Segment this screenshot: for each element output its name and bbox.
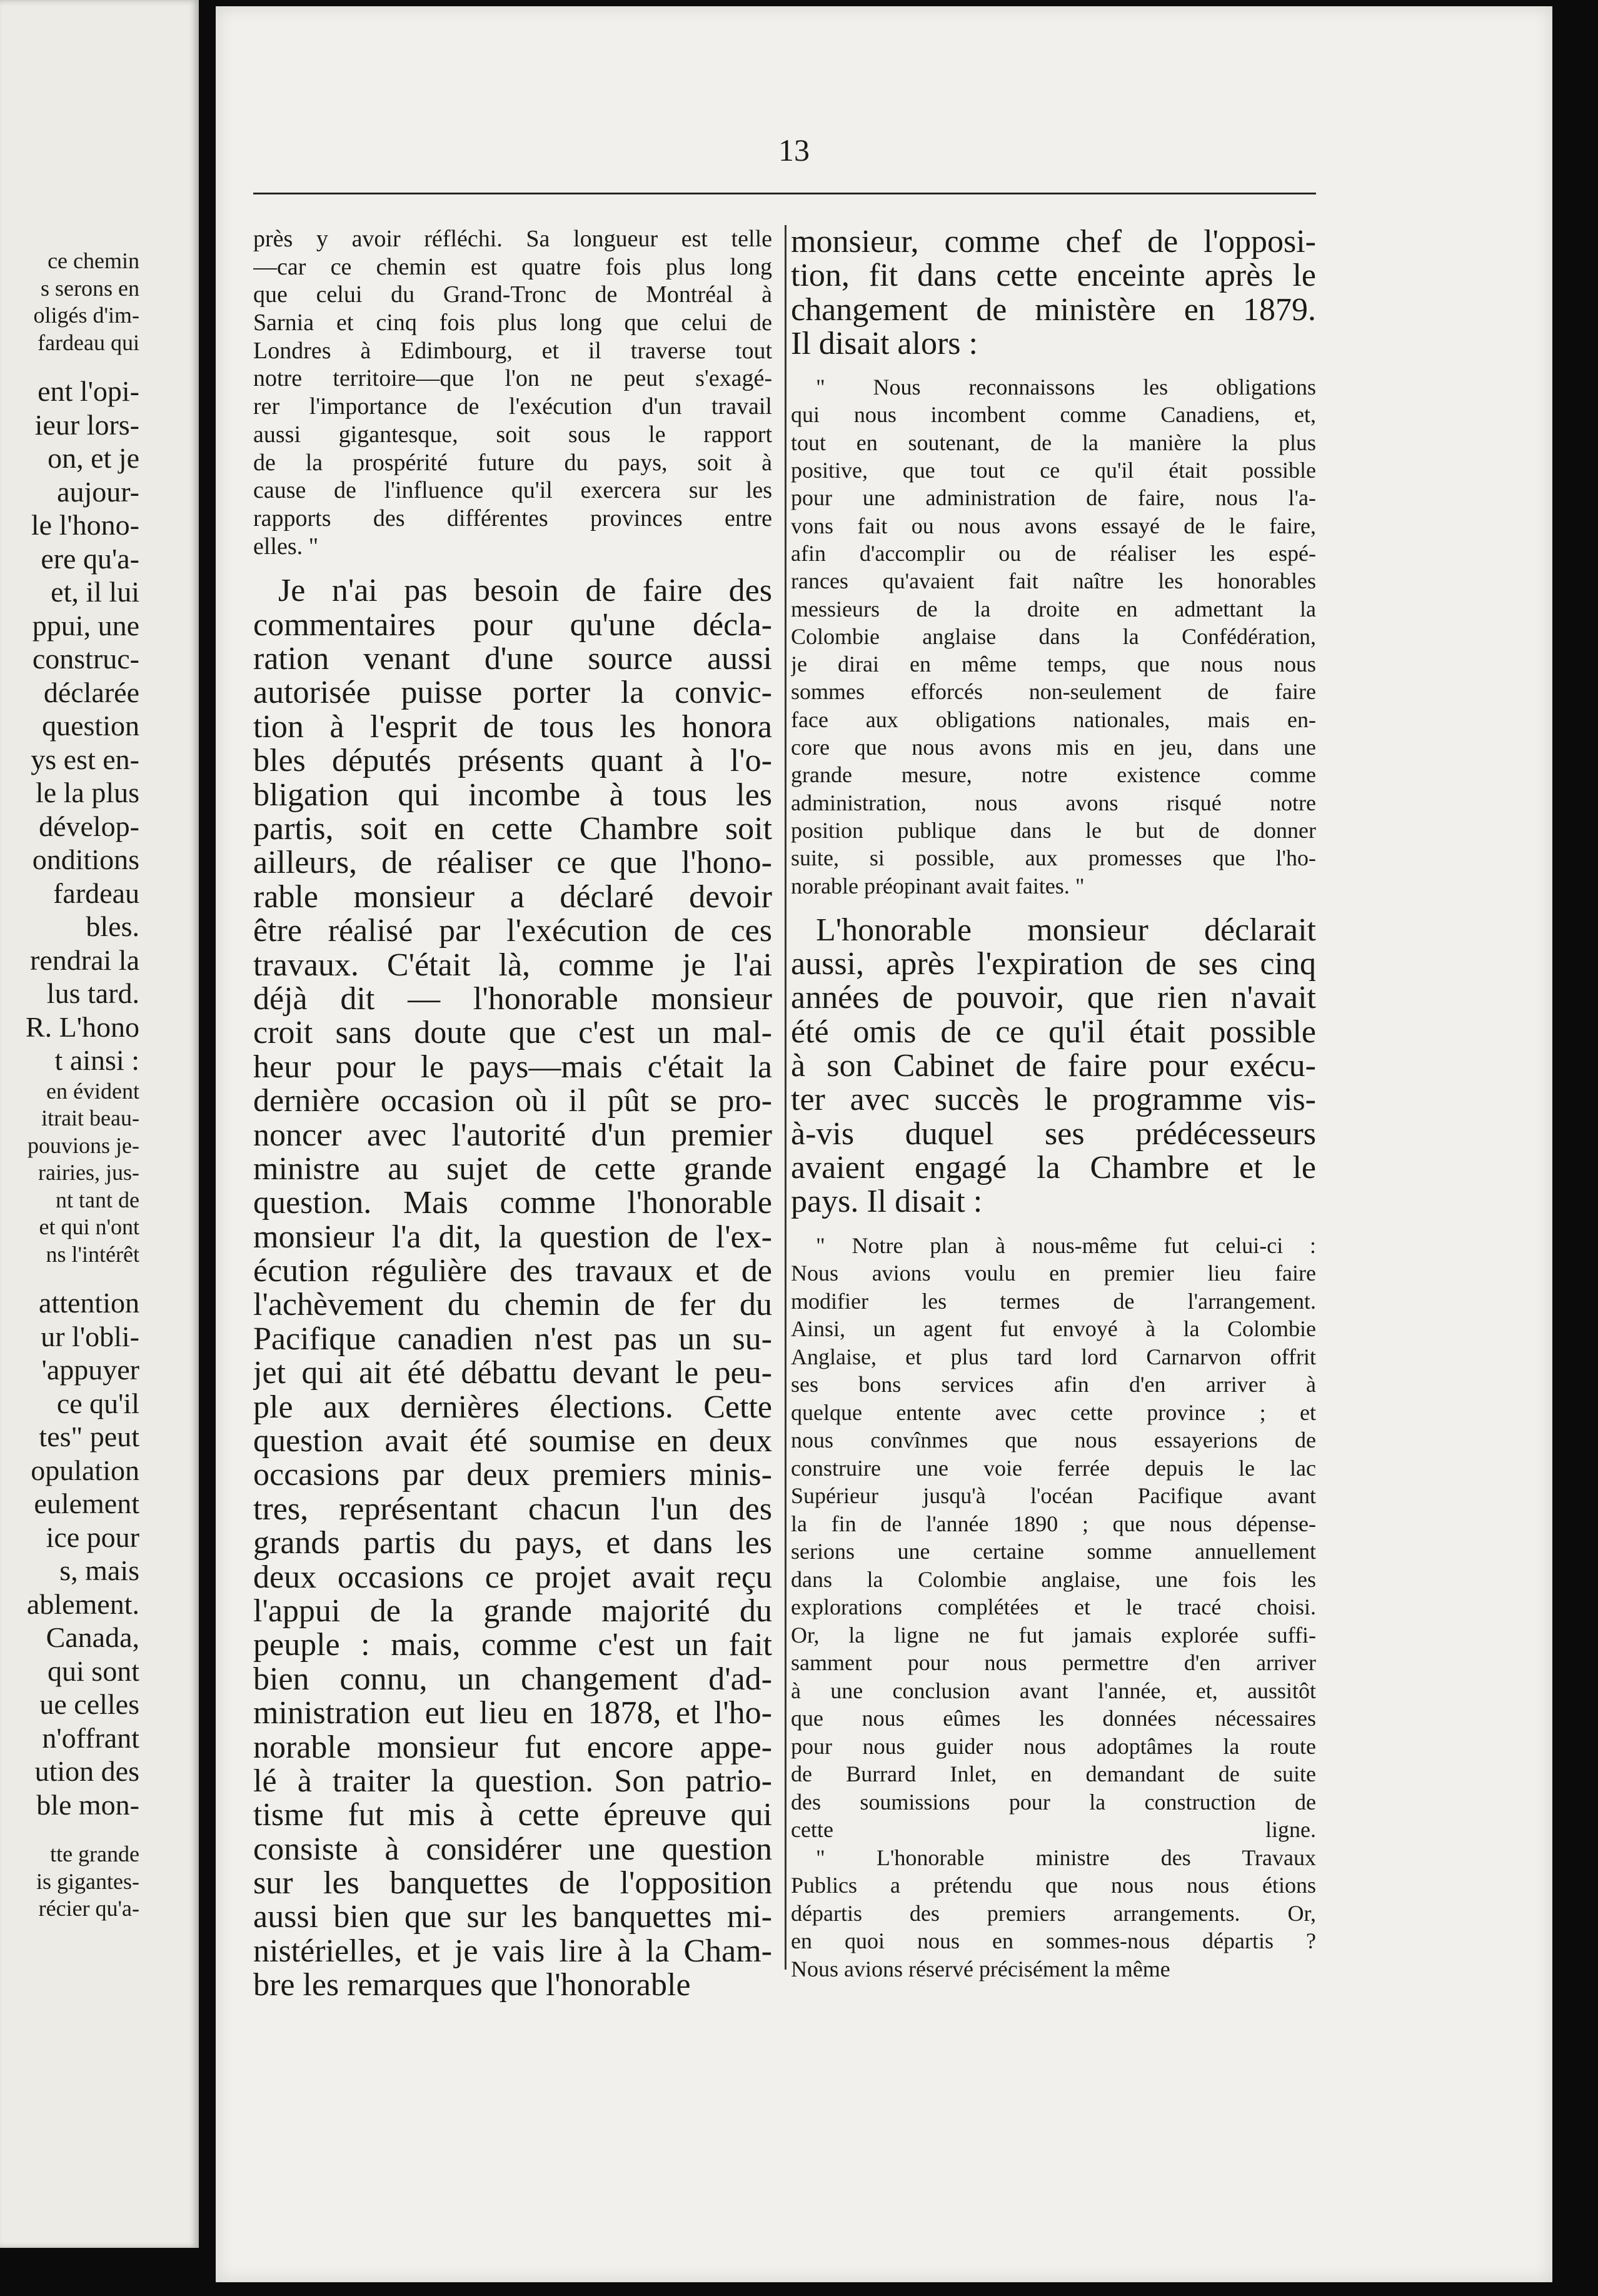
body-paragraph bbox=[791, 914, 1316, 1219]
text-line: t ainsi : bbox=[54, 1044, 139, 1076]
text-line: aussi gigantesque, soit sous le rapport bbox=[253, 421, 772, 448]
text-line: en quoi nous en sommes-nous départis ? bbox=[791, 1928, 1316, 1953]
text-line: des soumissions pour la construction de bbox=[791, 1789, 1316, 1815]
left-column bbox=[253, 225, 772, 2003]
text-line: déclarée bbox=[43, 676, 139, 708]
text-line: lé à traiter la question. Son patrio- bbox=[253, 1764, 772, 1799]
text-line: Ainsi, un agent fut envoyé à la Colombie bbox=[791, 1316, 1316, 1341]
text-line: position publique dans le but de donner bbox=[791, 817, 1316, 843]
text-line: tion, fit dans cette enceinte après le bbox=[791, 259, 1316, 293]
text-line: Publics a prétendu que nous nous étions bbox=[791, 1873, 1316, 1898]
text-line: sur les banquettes de l'opposition bbox=[253, 1866, 772, 1901]
text-line: écution régulière des travaux et de bbox=[253, 1254, 772, 1289]
text-line: récier qu'a- bbox=[38, 1896, 139, 1921]
text-line: cette ligne. bbox=[791, 1817, 1316, 1842]
text-line: jet qui ait été débattu devant le peu- bbox=[253, 1356, 772, 1391]
text-line: bien connu, un changement d'ad- bbox=[253, 1662, 772, 1697]
text-line: l'achèvement du chemin de fer du bbox=[253, 1288, 772, 1322]
text-line: qui sont bbox=[48, 1654, 139, 1687]
text-line: en évident bbox=[46, 1078, 139, 1104]
text-line: départis des premiers arrangements. Or, bbox=[791, 1900, 1316, 1926]
text-line: tout en soutenant, de la manière la plus bbox=[791, 430, 1316, 455]
text-line: ple aux dernières élections. Cette bbox=[253, 1390, 772, 1425]
text-line: dévelop- bbox=[39, 810, 139, 842]
text-line: je dirai en même temps, que nous nous bbox=[791, 652, 1316, 677]
text-line: core que nous avons mis en jeu, dans une bbox=[791, 735, 1316, 760]
text-line: la fin de l'année 1890 ; que nous dépense- bbox=[791, 1511, 1316, 1536]
text-line: bles députés présents quant à l'o- bbox=[253, 744, 772, 778]
text-line: ution des bbox=[34, 1755, 139, 1787]
text-line: L'honorable monsieur déclarait bbox=[816, 913, 1316, 948]
text-line: ice pour bbox=[46, 1521, 139, 1553]
text-line: administration, nous avons risqué notre bbox=[791, 790, 1316, 815]
text-line: l'appui de la grande majorité du bbox=[253, 1594, 772, 1629]
text-line: de la prospérité future du pays, soit à bbox=[253, 449, 772, 476]
text-line: pour nous guider nous adoptâmes la route bbox=[791, 1733, 1316, 1759]
text-line: rer l'importance de l'exécution d'un travail bbox=[253, 393, 772, 420]
text-line: onditions bbox=[32, 843, 139, 875]
text-line: avaient engagé la Chambre et le bbox=[791, 1151, 1316, 1186]
adjacent-page-fragment bbox=[0, 0, 199, 2248]
text-line: le la plus bbox=[35, 777, 139, 808]
text-line: " Nous reconnaissons les obligations bbox=[816, 375, 1316, 400]
text-line: le l'hono- bbox=[31, 509, 139, 541]
page-number: 13 bbox=[778, 133, 810, 168]
text-line: notre territoire—que l'on ne peut s'exagé- bbox=[253, 365, 772, 392]
text-line: opulation bbox=[31, 1454, 139, 1486]
text-line: tion à l'esprit de tous les honora bbox=[253, 710, 772, 745]
text-line: norable préopinant avait faites. " bbox=[791, 873, 1085, 899]
quoted-passage bbox=[791, 373, 1316, 900]
text-line: à son Cabinet de faire pour exécu- bbox=[791, 1049, 1316, 1084]
text-line: ere qu'a- bbox=[41, 542, 139, 575]
text-line: rable monsieur a déclaré devoir bbox=[253, 880, 772, 915]
text-line: ce qu'il bbox=[56, 1387, 139, 1419]
body-paragraph bbox=[253, 574, 772, 2002]
header-rule bbox=[253, 193, 1316, 194]
text-line: aussi bien que sur les banquettes mi- bbox=[253, 1900, 772, 1935]
text-line: ur l'obli- bbox=[41, 1320, 139, 1352]
text-line: et qui n'ont bbox=[39, 1214, 139, 1239]
text-line: R. L'hono bbox=[25, 1010, 139, 1043]
text-line: question avait été soumise en deux bbox=[253, 1424, 772, 1459]
text-line: modifier les termes de l'arrangement. bbox=[791, 1288, 1316, 1314]
text-line: Canada, bbox=[46, 1621, 139, 1653]
text-line: lus tard. bbox=[46, 977, 139, 1009]
text-line: bligation qui incombe à tous les bbox=[253, 778, 772, 812]
text-line: attention bbox=[39, 1287, 139, 1319]
text-line: ablement. bbox=[26, 1588, 139, 1620]
text-line: ter avec succès le programme vis- bbox=[791, 1083, 1316, 1117]
text-line: s, mais bbox=[59, 1554, 139, 1586]
text-line: messieurs de la droite en admettant la bbox=[791, 596, 1316, 622]
text-line: Je n'ai pas besoin de faire des bbox=[278, 574, 772, 608]
text-line: serions une certaine somme annuellement bbox=[791, 1539, 1316, 1564]
text-line: déjà dit — l'honorable monsieur bbox=[253, 982, 772, 1017]
text-line: positive, que tout ce qu'il était possible bbox=[791, 458, 1316, 483]
text-line: commentaires pour qu'une décla- bbox=[253, 608, 772, 643]
text-line: Or, la ligne ne fut jamais explorée suffi- bbox=[791, 1622, 1316, 1648]
text-line: nt tant de bbox=[56, 1187, 139, 1212]
text-line: ys est en- bbox=[31, 743, 139, 775]
text-line: ce chemin bbox=[48, 248, 139, 273]
text-line: ieur lors- bbox=[34, 408, 139, 441]
text-line: rairies, jus- bbox=[38, 1160, 139, 1185]
text-line: noncer avec l'autorité d'un premier bbox=[253, 1118, 772, 1152]
text-line: —car ce chemin est quatre fois plus long bbox=[253, 253, 772, 280]
text-line: à-vis duquel ses prédécesseurs bbox=[791, 1117, 1316, 1151]
text-line: tes" peut bbox=[39, 1421, 139, 1453]
text-line: ns l'intérêt bbox=[46, 1241, 139, 1267]
text-line: ent l'opi- bbox=[38, 375, 139, 407]
text-line: ration venant d'une source aussi bbox=[253, 642, 772, 677]
text-line: question bbox=[42, 710, 139, 742]
text-line: on, et je bbox=[48, 442, 139, 474]
text-line: fardeau qui bbox=[38, 330, 139, 355]
text-line: ppui, une bbox=[32, 609, 139, 642]
text-line: " L'honorable ministre des Travaux bbox=[816, 1845, 1316, 1870]
text-line: ue celles bbox=[39, 1688, 139, 1720]
text-line: eulement bbox=[34, 1488, 139, 1519]
text-line: nistérielles, et je vais lire à la Cham- bbox=[253, 1934, 772, 1969]
text-line: grands partis du pays, et dans les bbox=[253, 1526, 772, 1561]
text-line: de Burrard Inlet, en demandant de suite bbox=[791, 1761, 1316, 1786]
text-line: face aux obligations nationales, mais en- bbox=[791, 707, 1316, 732]
right-column bbox=[791, 225, 1316, 1983]
text-line: explorations complétées et le tracé choisi. bbox=[791, 1594, 1316, 1619]
text-line: croit sans doute que c'est un mal- bbox=[253, 1016, 772, 1050]
text-line: Colombie anglaise dans la Confédération, bbox=[791, 623, 1316, 649]
text-line: qui nous incombent comme Canadiens, et, bbox=[791, 402, 1316, 428]
text-line: occasions par deux premiers minis- bbox=[253, 1458, 772, 1493]
text-line: elles. " bbox=[253, 533, 319, 560]
text-line: construire une voie ferrée depuis le lac bbox=[791, 1455, 1316, 1481]
text-line: ministre au sujet de cette grande bbox=[253, 1152, 772, 1187]
text-line: été omis de ce qu'il était possible bbox=[791, 1015, 1316, 1050]
text-line: aussi, après l'expiration de ses cinq bbox=[791, 947, 1316, 982]
text-line: ble mon- bbox=[36, 1788, 139, 1821]
text-line: peuple : mais, comme c'est un fait bbox=[253, 1628, 772, 1663]
text-line: Supérieur jusqu'à l'océan Pacifique avant bbox=[791, 1483, 1316, 1508]
text-line: près y avoir réfléchi. Sa longueur est telle bbox=[253, 226, 772, 252]
text-line: années de pouvoir, que rien n'avait bbox=[791, 981, 1316, 1015]
text-line: ministration eut lieu en 1878, et l'ho- bbox=[253, 1696, 772, 1731]
text-line: que nous eûmes les données nécessaires bbox=[791, 1706, 1316, 1731]
text-line: tres, représentant chacun l'un des bbox=[253, 1492, 772, 1527]
text-line: n'offrant bbox=[42, 1721, 139, 1754]
text-line: s serons en bbox=[41, 275, 139, 301]
text-line: question. Mais comme l'honorable bbox=[253, 1186, 772, 1221]
text-line: deux occasions ce projet avait reçu bbox=[253, 1560, 772, 1594]
text-line: consiste à considérer une question bbox=[253, 1832, 772, 1867]
text-line: pour une administration de faire, nous l'a- bbox=[791, 485, 1316, 511]
text-line: itrait beau- bbox=[41, 1105, 139, 1130]
text-line: Nous avions réservé précisément la même bbox=[791, 1956, 1170, 1981]
text-line: autorisée puisse porter la convic- bbox=[253, 676, 772, 710]
text-line: bre les remarques que l'honorable bbox=[253, 1968, 691, 2003]
text-line: suite, si possible, aux promesses que l'ho- bbox=[791, 845, 1316, 871]
text-line: afin d'accomplir ou de réaliser les espé- bbox=[791, 540, 1316, 566]
text-line: is gigantes- bbox=[36, 1868, 139, 1894]
body-paragraph-continued bbox=[791, 225, 1316, 361]
text-line: Londres à Edimbourg, et il traverse tout bbox=[253, 337, 772, 364]
text-line: dans la Colombie anglaise, une fois les bbox=[791, 1566, 1316, 1592]
text-line: Pacifique canadien n'est pas un su- bbox=[253, 1322, 772, 1357]
text-line: norable monsieur fut encore appe- bbox=[253, 1730, 772, 1765]
text-line: rendrai la bbox=[30, 944, 139, 976]
text-line: grande mesure, notre existence comme bbox=[791, 762, 1316, 788]
text-line: ses bons services afin d'en arriver à bbox=[791, 1372, 1316, 1397]
text-line: Nous avions voulu en premier lieu faire bbox=[791, 1261, 1316, 1286]
text-line: rances qu'avaient fait naître les honorables bbox=[791, 568, 1316, 594]
text-line: tte grande bbox=[50, 1841, 139, 1866]
text-line: partis, soit en cette Chambre soit bbox=[253, 812, 772, 847]
text-line: samment pour nous permettre d'en arriver bbox=[791, 1650, 1316, 1675]
text-line: bles. bbox=[86, 910, 139, 942]
text-line: travaux. C'était là, comme je l'ai bbox=[253, 948, 772, 982]
text-line: tisme fut mis à cette épreuve qui bbox=[253, 1798, 772, 1833]
text-line: pouvions je- bbox=[28, 1132, 139, 1158]
text-line: fardeau bbox=[53, 877, 139, 909]
text-line: changement de ministère en 1879. bbox=[791, 293, 1316, 327]
text-line: Il disait alors : bbox=[791, 326, 978, 361]
text-line: et, il lui bbox=[51, 576, 139, 608]
text-line: aujour- bbox=[57, 475, 139, 508]
text-line: dernière occasion où il pût se pro- bbox=[253, 1084, 772, 1119]
text-line: être réalisé par l'exécution de ces bbox=[253, 914, 772, 949]
text-line: ailleurs, de réaliser ce que l'hono- bbox=[253, 846, 772, 880]
text-line: sommes efforcés non-seulement de faire bbox=[791, 679, 1316, 705]
text-line: construc- bbox=[32, 643, 139, 675]
text-line: Anglaise, et plus tard lord Carnarvon offrit bbox=[791, 1344, 1316, 1369]
text-line: rapports des différentes provinces entre bbox=[253, 505, 772, 531]
text-line: oligés d'im- bbox=[33, 303, 139, 328]
quoted-passage bbox=[253, 225, 772, 560]
text-line: Sarnia et cinq fois plus long que celui de bbox=[253, 310, 772, 336]
text-line: heur pour le pays—mais c'était la bbox=[253, 1050, 772, 1085]
text-line: quelque entente avec cette province ; et bbox=[791, 1399, 1316, 1425]
text-line: que celui du Grand-Tronc de Montréal à bbox=[253, 281, 772, 308]
text-line: nous convînmes que nous essayerions de bbox=[791, 1427, 1316, 1453]
text-line: " Notre plan à nous-même fut celui-ci : bbox=[816, 1232, 1316, 1258]
text-line: monsieur l'a dit, la question de l'ex- bbox=[253, 1220, 772, 1255]
text-line: monsieur, comme chef de l'opposi- bbox=[791, 225, 1316, 259]
text-line: cause de l'influence qu'il exercera sur les bbox=[253, 477, 772, 504]
text-line: 'appuyer bbox=[41, 1354, 139, 1386]
column-divider bbox=[785, 225, 786, 1970]
text-line: vons fait ou nous avons essayé de le faire, bbox=[791, 513, 1316, 538]
text-line: pays. Il disait : bbox=[791, 1185, 983, 1219]
text-line: à une conclusion avant l'année, et, aussitôt bbox=[791, 1678, 1316, 1703]
page bbox=[216, 6, 1552, 2282]
quoted-passage bbox=[791, 1232, 1316, 1983]
